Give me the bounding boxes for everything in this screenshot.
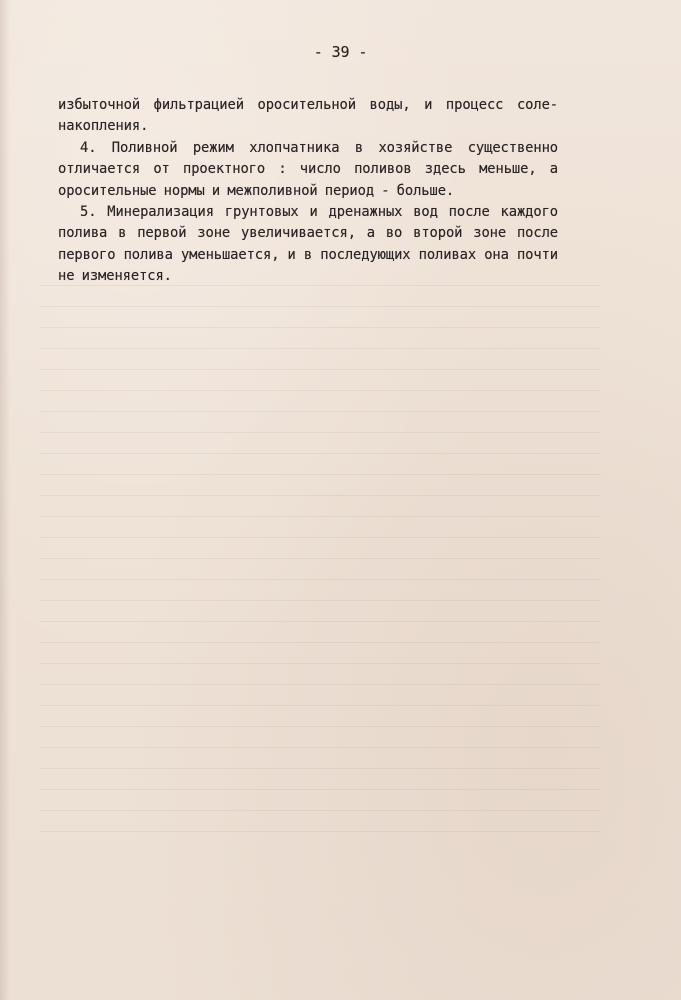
paragraph-item-5: 5. Минерализация грунтовых и дренажных вод после каждого полива в первой зоне увеличивается, а во второй зоне после первого полива уменьшается, и в последующих поливах она почти не изменяется. <box>58 204 558 284</box>
reverse-side-show-through <box>40 285 600 845</box>
page-number: - 39 - <box>313 43 368 61</box>
paper-edge-shadow <box>0 0 10 1000</box>
paragraph-item-4: 4. Поливной режим хлопчатника в хозяйстве существенно отличается от проектного : число поливов здесь меньше, а оросительные нормы и межполивной период - больше. <box>58 140 558 199</box>
paragraph-continuation: избыточной фильтрацией оросительной воды, и процесс соле-накопления. <box>58 97 558 135</box>
